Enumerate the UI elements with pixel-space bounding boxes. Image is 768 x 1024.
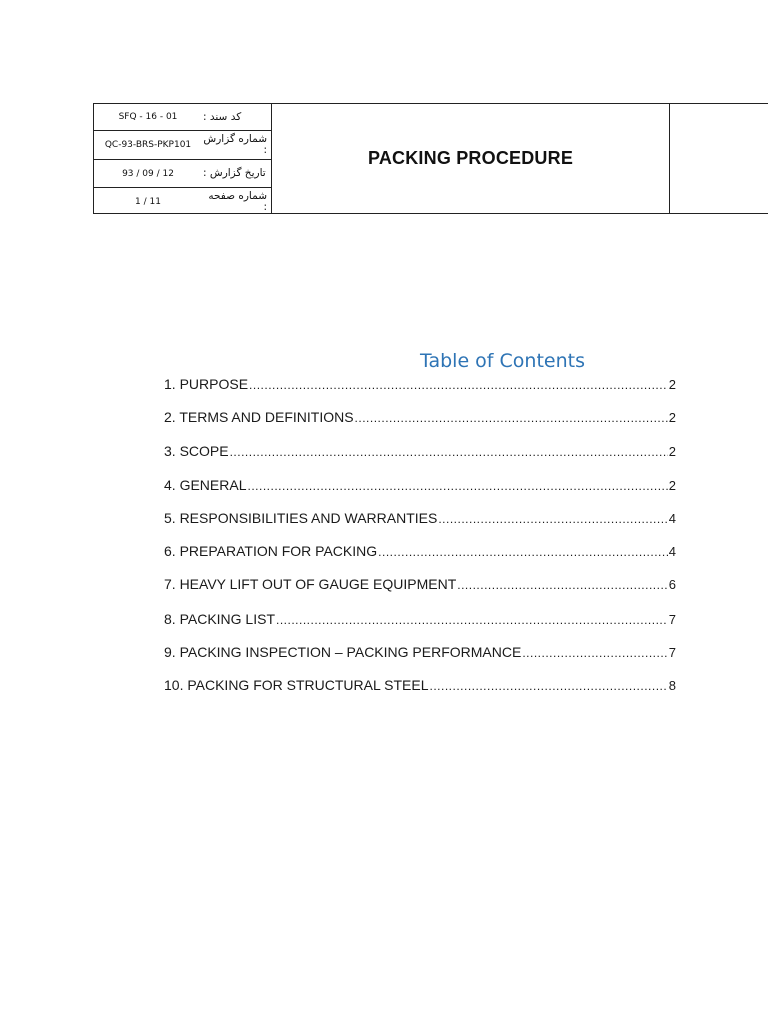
toc-entry-general[interactable] [164, 477, 676, 495]
toc-entry-preparation-for-packing[interactable] [164, 543, 676, 561]
meta-row-report-number [94, 131, 271, 160]
toc-dot-leader [430, 679, 668, 693]
toc-entry-page: 7 [668, 612, 676, 627]
toc-dot-leader [247, 479, 667, 493]
toc-entry-label: 8. PACKING LIST [164, 611, 275, 627]
report-number-value: QC-93-BRS-PKP101 [104, 140, 192, 150]
report-date-value: 93 / 09 / 12 [122, 168, 174, 179]
toc-entry-page: 6 [668, 577, 676, 592]
toc-entry-heavy-lift[interactable] [164, 576, 676, 594]
toc-entry-label: 6. PREPARATION FOR PACKING [164, 543, 378, 559]
toc-heading: Table of Contents [420, 350, 585, 372]
toc-dot-leader [230, 445, 668, 459]
document-code-value: SFQ - 16 - 01 [118, 112, 178, 122]
toc-entry-page: 2 [668, 410, 676, 425]
meta-row-page-number [94, 188, 271, 215]
toc-entry-page: 2 [668, 377, 676, 392]
toc-entry-label: 9. PACKING INSPECTION – PACKING PERFORMANCE [164, 644, 522, 660]
toc-entry-page: 2 [668, 478, 676, 493]
toc-entry-scope[interactable] [164, 443, 676, 461]
toc-dot-leader [378, 545, 668, 559]
toc-entry-structural-steel[interactable] [164, 677, 676, 695]
toc-entry-responsibilities[interactable] [164, 510, 676, 528]
toc-dot-leader [438, 512, 667, 526]
toc-dot-leader [522, 646, 667, 660]
meta-row-report-date [94, 160, 271, 188]
document-meta-table [94, 104, 272, 213]
report-date-label: تاریخ گزارش : [203, 167, 266, 179]
document-header [93, 103, 768, 214]
toc-entry-page: 8 [668, 678, 676, 693]
toc-entry-label: 4. GENERAL [164, 477, 247, 493]
toc-entry-terms-and-definitions[interactable] [164, 409, 676, 427]
toc-dot-leader [249, 378, 668, 392]
logo-cell [670, 104, 768, 213]
document-title: PACKING PROCEDURE [272, 104, 670, 213]
toc-entry-label: 1. PURPOSE [164, 376, 249, 392]
toc-entry-page: 2 [668, 444, 676, 459]
page-number-label: شماره صفحه : [208, 189, 267, 213]
meta-row-document-code [94, 104, 271, 131]
toc-entry-page: 4 [668, 511, 676, 526]
toc-entry-packing-inspection[interactable] [164, 644, 676, 662]
toc-entry-label: 5. RESPONSIBILITIES AND WARRANTIES [164, 510, 438, 526]
toc-entry-label: 3. SCOPE [164, 443, 229, 459]
toc-entry-label: 10. PACKING FOR STRUCTURAL STEEL [164, 677, 429, 693]
toc-entry-purpose[interactable] [164, 376, 676, 394]
toc-entry-page: 4 [668, 544, 676, 559]
toc-entry-packing-list[interactable] [164, 611, 676, 629]
toc-dot-leader [457, 578, 668, 592]
page-number-value: 1 / 11 [135, 196, 161, 207]
toc-entry-label: 2. TERMS AND DEFINITIONS [164, 409, 354, 425]
report-number-label: شماره گزارش : [203, 133, 267, 156]
toc-entry-page: 7 [668, 645, 676, 660]
toc-entry-label: 7. HEAVY LIFT OUT OF GAUGE EQUIPMENT [164, 576, 457, 592]
toc-dot-leader [355, 411, 668, 425]
toc-dot-leader [276, 613, 668, 627]
document-code-label: کد سند : [203, 110, 242, 123]
